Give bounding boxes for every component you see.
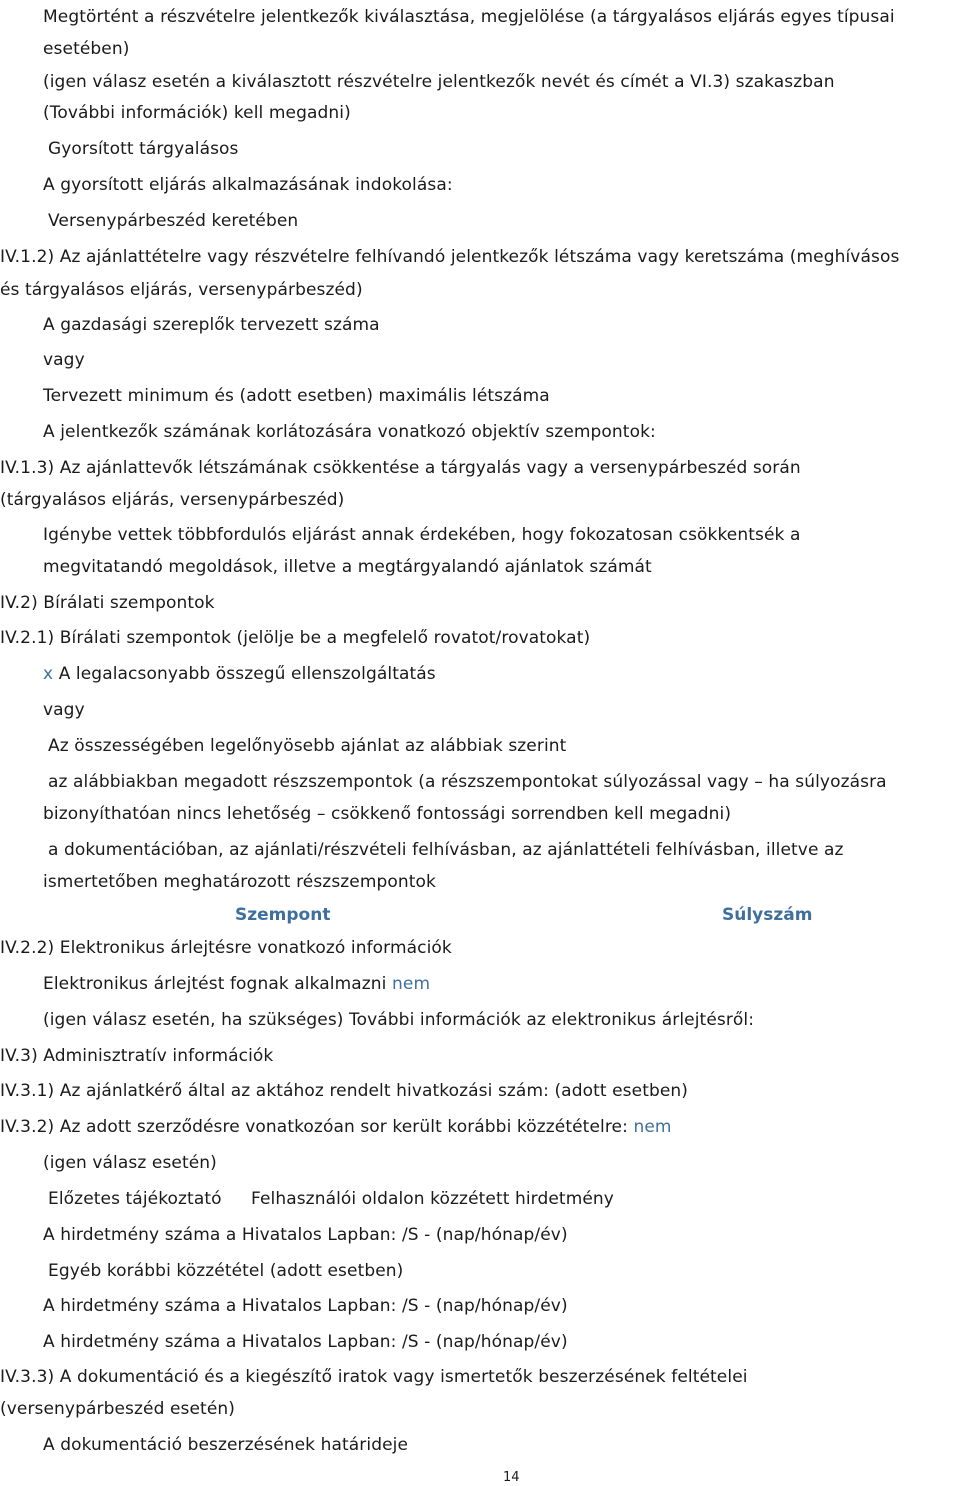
text-line: a dokumentációban, az ajánlati/részvételi felhívásban, az ajánlattételi felhívásban, illetve az bbox=[48, 840, 844, 860]
section-heading: IV.3.2) Az adott szerződésre vonatkozóan sor került korábbi közzétételre: nem bbox=[0, 1117, 672, 1137]
section-heading: IV.3.3) A dokumentáció és a kiegészítő iratok vagy ismertetők beszerzésének feltételei bbox=[0, 1367, 748, 1387]
text-line: ismertetőben meghatározott részszempontok bbox=[43, 872, 436, 892]
section-heading: IV.2.2) Elektronikus árlejtésre vonatkozó információk bbox=[0, 938, 452, 958]
text-line: esetében) bbox=[43, 39, 130, 59]
criterion-option: Az összességében legelőnyösebb ajánlat az alábbiak szerint bbox=[48, 736, 567, 756]
text-line: Tervezett minimum és (adott esetben) maximális létszáma bbox=[43, 386, 550, 406]
text-line: A jelentkezők számának korlátozására vonatkozó objektív szempontok: bbox=[43, 422, 656, 442]
text-line: A gyorsított eljárás alkalmazásának indokolása: bbox=[43, 175, 453, 195]
text-line: A hirdetmény száma a Hivatalos Lapban: /S - (nap/hónap/év) bbox=[43, 1296, 568, 1316]
answer-value: nem bbox=[392, 974, 431, 994]
option-label: Versenypárbeszéd keretében bbox=[48, 211, 299, 231]
section-heading: IV.1.2) Az ajánlattételre vagy részvételre felhívandó jelentkezők létszáma vagy keretszáma (meghívásos bbox=[0, 247, 900, 267]
checked-mark: x bbox=[43, 664, 54, 684]
column-header-weight: Súlyszám bbox=[722, 905, 813, 925]
section-heading: (versenypárbeszéd esetén) bbox=[0, 1399, 235, 1419]
text-line: Igénybe vettek többfordulós eljárást annak érdekében, hogy fokozatosan csökkentsék a bbox=[43, 525, 801, 545]
option-label: Egyéb korábbi közzététel (adott esetben) bbox=[48, 1261, 404, 1281]
text-line: az alábbiakban megadott részszempontok (a részszempontokat súlyozással vagy – ha súlyozásra bbox=[48, 772, 887, 792]
section-heading: és tárgyalásos eljárás, versenypárbeszéd) bbox=[0, 280, 363, 300]
option-label: Gyorsított tárgyalásos bbox=[48, 139, 239, 159]
text-line: (igen válasz esetén) bbox=[43, 1153, 217, 1173]
section-heading: IV.2) Bírálati szempontok bbox=[0, 593, 215, 613]
page-number: 14 bbox=[503, 1470, 520, 1485]
text-line: (igen válasz esetén a kiválasztott részvételre jelentkezők nevét és címét a VI.3) szakaszban bbox=[43, 72, 835, 92]
text-line: bizonyíthatóan nincs lehetőség – csökkenő fontossági sorrendben kell megadni) bbox=[43, 804, 732, 824]
section-heading: IV.3) Adminisztratív információk bbox=[0, 1046, 274, 1066]
criterion-option: x A legalacsonyabb összegű ellenszolgáltatás bbox=[43, 664, 436, 684]
text-line: A gazdasági szereplők tervezett száma bbox=[43, 315, 380, 335]
text-line: Megtörtént a részvételre jelentkezők kiválasztása, megjelölése (a tárgyalásos eljárás egyes típusai bbox=[43, 7, 895, 27]
text-line: A hirdetmény száma a Hivatalos Lapban: /S - (nap/hónap/év) bbox=[43, 1225, 568, 1245]
section-heading: IV.1.3) Az ajánlattevők létszámának csökkentése a tárgyalás vagy a versenypárbeszéd során bbox=[0, 458, 801, 478]
text-line: (igen válasz esetén, ha szükséges) További információk az elektronikus árlejtésről: bbox=[43, 1010, 755, 1030]
text-line: vagy bbox=[43, 700, 85, 720]
text-line: Elektronikus árlejtést fognak alkalmazni nem bbox=[43, 974, 431, 994]
answer-value: nem bbox=[633, 1117, 672, 1137]
section-heading: IV.2.1) Bírálati szempontok (jelölje be a megfelelő rovatot/rovatokat) bbox=[0, 628, 591, 648]
column-header-criterion: Szempont bbox=[235, 905, 331, 925]
text-line: A dokumentáció beszerzésének határideje bbox=[43, 1435, 409, 1455]
option-label: Felhasználói oldalon közzétett hirdetmény bbox=[251, 1189, 614, 1209]
option-label: Előzetes tájékoztató bbox=[48, 1189, 222, 1209]
section-heading: IV.3.1) Az ajánlatkérő által az aktához rendelt hivatkozási szám: (adott esetben) bbox=[0, 1081, 689, 1101]
text-line: vagy bbox=[43, 350, 85, 370]
section-heading: (tárgyalásos eljárás, versenypárbeszéd) bbox=[0, 490, 345, 510]
text-line: A hirdetmény száma a Hivatalos Lapban: /S - (nap/hónap/év) bbox=[43, 1332, 568, 1352]
text-line: megvitatandó megoldások, illetve a megtárgyalandó ajánlatok számát bbox=[43, 557, 652, 577]
text-line: (További információk) kell megadni) bbox=[43, 103, 351, 123]
